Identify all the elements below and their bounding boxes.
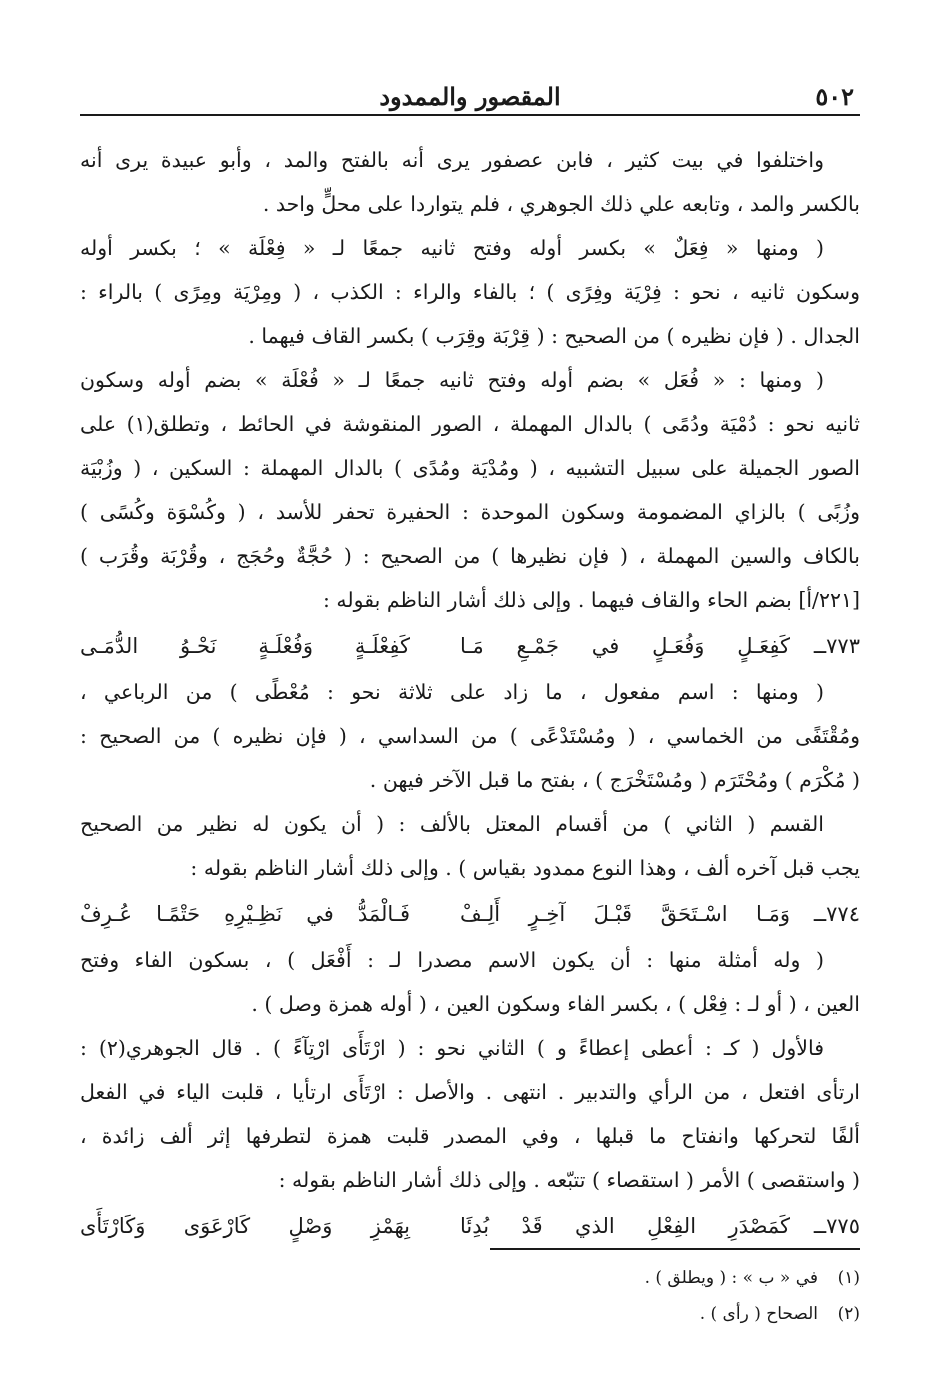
footnote-1 [645, 1268, 860, 1288]
text-line: القسم ( الثاني ) من أقسام المعتل بالألف : ( أن يكون له نظير من الصحيح [80, 812, 824, 836]
verse-hemistich-second: بِهَمْزِ وَصْلٍ كَارْعَوَى وَكَارْتَأَى [80, 1214, 410, 1238]
page-header [80, 70, 860, 116]
footnote-number: (٢) [837, 1304, 860, 1324]
text-line: ومُقْتَفًى من الخماسي ، ( ومُسْتَدْعًى ) من السداسي ، ( فإن نظيره ) من الصحيح : [80, 724, 860, 748]
verse-hemistich-first: وَمَـا اسْـتَحَقَّ قَبْـلَ آخِـرٍ أَلِـفْ [460, 902, 790, 926]
verse-775 [80, 1202, 860, 1250]
document-page [80, 70, 860, 1360]
verse-hemistich-second: كَفِعْلَـةٍ وَفُعْلَـةٍ نَحْـوُ الدُّمَـى [80, 634, 410, 658]
page-number: ٥٠٢ [815, 82, 854, 111]
text-line: يجب قبل آخره ألف ، وهذا النوع ممدود بقياس ) . وإلى ذلك أشار الناظم بقوله : [190, 856, 860, 880]
verse-hemistich-first: كَمَصْدَرِ الفِعْلِ الذي قَدْ بُدِئَا [460, 1214, 790, 1238]
footnote-text: في « ب » : ( ويطلق ) . [644, 1268, 818, 1288]
text-line: ألفًا لتحركها وانفتاح ما قبلها ، وفي المصدر قلبت همزة لتطرفها إثر ألف زائدة ، [80, 1124, 860, 1148]
text-line: ثانيه نحو : دُمْيَة ودُمًى ) بالدال المهملة ، الصور المنقوشة في الحائط ، وتطلق(١) على [80, 412, 860, 436]
verse-hemistich-second: فَـالْمَدُّ في نَظِـيْرِهِ حَتْمًـا عُـرِفْ [80, 902, 410, 926]
text-line: ( ومنها : اسم مفعول ، ما زاد على ثلاثة نحو : مُعْطًى ) من الرباعي ، [80, 680, 824, 704]
verse-774 [80, 890, 860, 938]
running-title: المقصور والممدود [379, 82, 561, 111]
text-line: الصور الجميلة على سبيل التشبيه ، ( ومُدْيَة ومُدًى ) بالدال المهملة : السكين ، ( وزُبْيَة [80, 456, 860, 480]
text-line: ارتأى افتعل ، من الرأي والتدبير . انتهى . والأصل : ارْتَأَى ارتأيا ، قلبت الياء في الفعل [80, 1080, 860, 1104]
text-line: فالأول ( كـ : أعطى إعطاءً و ) الثاني نحو : ( ارْتَأَى ارْتِآءً ) . قال الجوهري(٢) : [80, 1036, 824, 1060]
verse-number: ٧٧٣ــ [813, 634, 860, 658]
text-line: وسكون ثانيه ، نحو : فِرْيَة وفِرًى ) ؛ بالفاء والراء : الكذب ، ( ومِرْيَة ومِرًى ) بالراء : [80, 280, 860, 304]
footnote-number: (١) [837, 1268, 860, 1288]
text-line: ( ومنها « فِعَلٌ » بكسر أوله وفتح ثانيه جمعًا لـ « فِعْلَة » ؛ بكسر أوله [80, 236, 824, 260]
text-line: الجدال . ( فإن نظيره ) من الصحيح : ( قِرْبَة وقِرَب ) بكسر القاف فيهما . [248, 324, 860, 348]
main-text [80, 138, 860, 1250]
text-line: [٢٢١/أ] بضم الحاء والقاف فيهما . وإلى ذلك أشار الناظم بقوله : [322, 588, 860, 612]
text-line: ( ومنها : « فُعَل » بضم أوله وفتح ثانيه جمعًا لـ « فُعْلَة » بضم أوله وسكون [80, 368, 824, 392]
text-line: بالكسر والمد ، وتابعه علي ذلك الجوهري ، فلم يتواردا على محلٍّ واحد . [262, 192, 860, 216]
footnote-2 [700, 1304, 860, 1324]
text-line: وزُبًى ) بالزاي المضمومة وسكون الموحدة : الحفيرة تحفر للأسد ، ( وكُسْوَة وكُسًى ) [80, 500, 860, 524]
verse-773 [80, 622, 860, 670]
verse-number: ٧٧٥ــ [813, 1214, 860, 1238]
text-line: ( وله أمثلة منها : أن يكون الاسم مصدرا لـ : أَفْعَل ) ، بسكون الفاء وفتح [80, 948, 824, 972]
text-line: واختلفوا في بيت كثير ، فابن عصفور يرى أنه بالفتح والمد ، وأبو عبيدة يرى أنه [80, 148, 824, 172]
text-line: ( مُكْرَم ) ومُحْتَرَم ( ومُسْتَخْرَج ) ، بفتح ما قبل الآخر فيهن . [369, 768, 860, 792]
footnote-text: الصحاح ( رأى ) . [699, 1304, 818, 1324]
text-line: بالكاف والسين المهملة ، ( فإن نظيرها ) من الصحيح : ( حُجَّةٌ وحُجَج ، وقُرْبَة وقُرَب ) [80, 544, 860, 568]
footnote-divider [490, 1248, 860, 1250]
verse-number: ٧٧٤ــ [813, 902, 860, 926]
verse-hemistich-first: كَفِعَـلٍ وَفُعَـلٍ في جَمْـعِ مَـا [460, 634, 790, 658]
text-line: ( واستقصى ) الأمر ( استقصاء ) تتبّعه . وإلى ذلك أشار الناظم بقوله : [278, 1168, 860, 1192]
text-line: العين ، ( أو لـ : فِعْل ) ، بكسر الفاء وسكون العين ، ( أوله همزة وصل ) . [251, 992, 860, 1016]
